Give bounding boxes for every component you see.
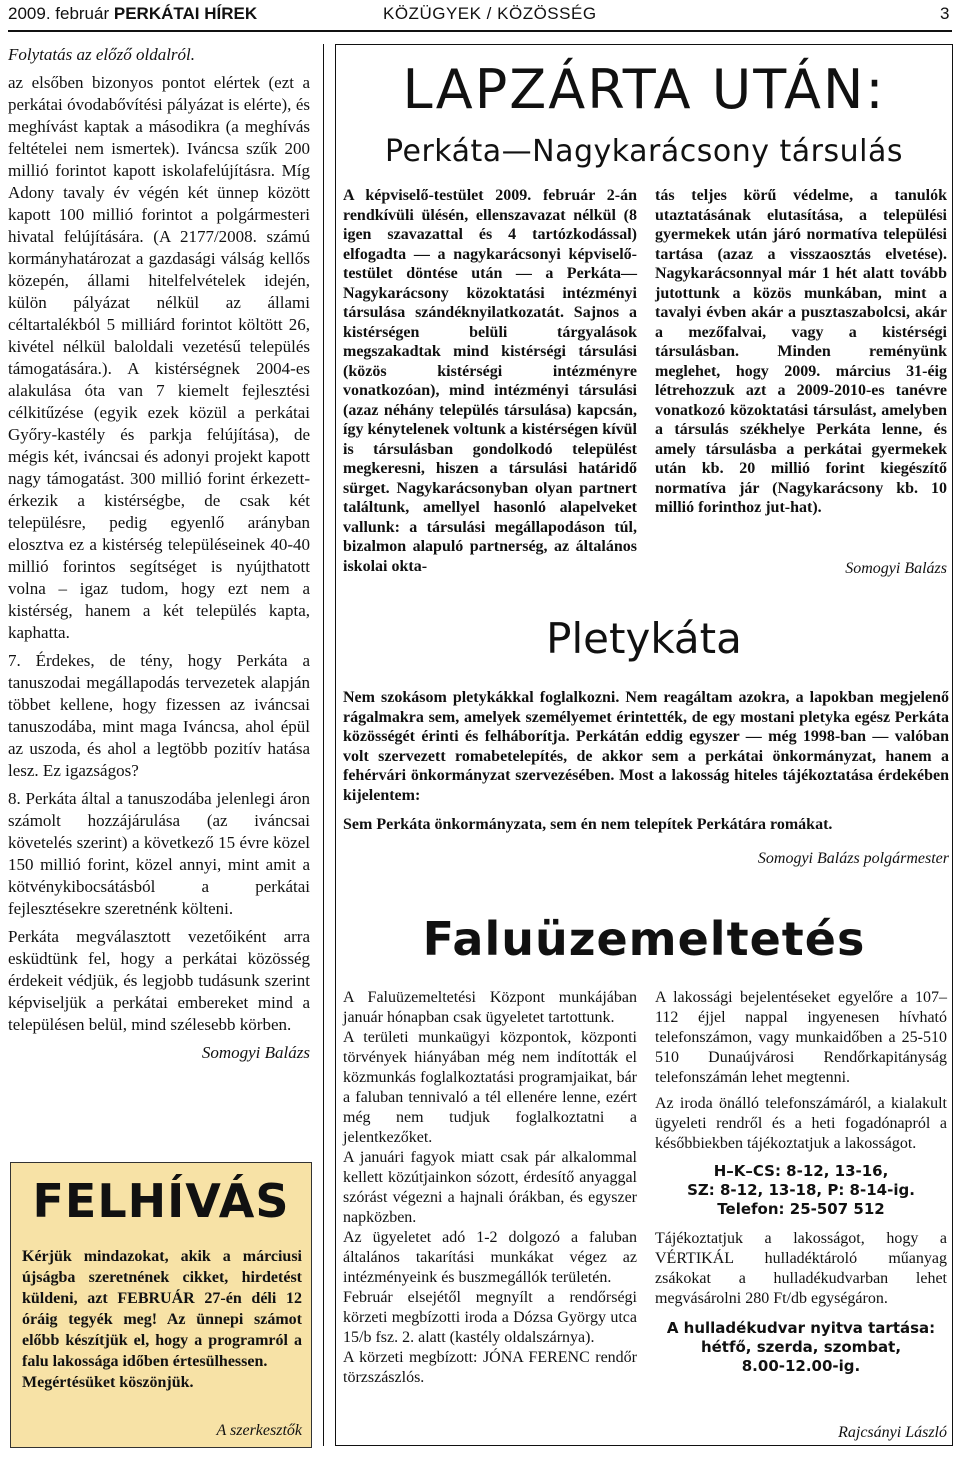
office-hours	[655, 1162, 947, 1219]
falu-paragraph: Február elsejétől megnyílt a rendőrségi körzeti megbízotti iroda a Dózsa György utca 15/b fsz. 2. alatt (kastély oldalszárnya).	[343, 1289, 637, 1346]
felhivas-signature: A szerkesztők	[216, 1422, 302, 1439]
lapzarta-subtitle: Perkáta—Nagykarácsony társulás	[384, 134, 903, 169]
falu-paragraph: Az ügyeletet adó 1-2 dolgozó a faluban általános takarítási munkákat végez az intézményeink és buszmegállók területén.	[343, 1229, 637, 1286]
column-divider	[323, 44, 324, 1446]
article-paragraph: Perkáta megválasztott vezetőiként arra esküdtünk fel, hogy a perkátai közösség érdekeit védjük, és legjobb tudásunk szerint képviseljük a perkátai embereket mind a településen belül, mind szélesebb körben.	[8, 927, 310, 1034]
header-date-publication	[8, 4, 257, 24]
office-hours-line: SZ: 8-12, 13-18, P: 8-14-ig.	[687, 1181, 915, 1199]
falu-paragraph: A Faluüzemeltetési Központ munkájában január hónapban csak ügyeletet tartottunk.	[343, 989, 637, 1026]
article-paragraph: 8. Perkáta által a tanuszodába jelenlegi áron számolt hozzájárulása (az iváncsai követelés szerint) a következő 15 évre közel 150 millió forint, közel annyi, mint amit a kötvénykibocsátásból a perkátai fejlesztésekre szeretnénk költeni.	[8, 789, 310, 918]
page-number: 3	[940, 4, 950, 23]
waste-yard-line: A hulladékudvar nyitva tartása:	[666, 1319, 936, 1337]
falu-paragraph: Az iroda önálló telefonszámáról, a kialakult ügyeleti rendről és a heti fogadónapról a későbbiekben tájékoztatjuk a lakosságot.	[655, 1095, 947, 1152]
lapzarta-title: LAPZÁRTA UTÁN:	[402, 58, 886, 121]
pletykata-text: Nem szokásom pletykákkal foglalkozni. Nem reagáltam azokra, a lapokban megjelenő rágalmakra sem, amelyek személyemet érintették, de egy mostani pletyka egész Perkáta közösségét érinti és felháborítja. Perkátán eddig egyszer — még 1998-ban — valóban volt szervezett romabetelepítés, de akkor sem a perkátai önkormányzat, hanem a fehérvári önkormányzat szervezésében. Most a lakosság hiteles tájékoztatása érdekében kijelentem:	[343, 689, 949, 804]
faluuzemeltetes-column-2	[655, 988, 947, 1376]
falu-paragraph: A januári fagyok miatt csak pár alkalommal kellett közútjainkon sózott, érdesítő anyaggal szórást végezni a hajnali órákban, és egyszer napközben.	[343, 1149, 637, 1226]
waste-yard-hours	[655, 1319, 947, 1376]
pletykata-signature: Somogyi Balázs polgármester	[757, 850, 949, 867]
faluuzemeltetes-column-1	[343, 988, 637, 1388]
faluuzemeltetes-title: Faluüzemeltetés	[422, 912, 866, 966]
header-date: 2009. február	[8, 4, 110, 23]
felhivas-thanks: Megértésüket köszönjük.	[22, 1374, 194, 1391]
pletykata-statement: Sem Perkáta önkormányzata, sem én nem telepítek Perkátára romákat.	[343, 816, 833, 833]
falu-paragraph: A körzeti megbízott: JÓNA FERENC rendőr törzszászlós.	[343, 1349, 637, 1386]
felhivas-title: FELHÍVÁS	[32, 1174, 290, 1228]
article-paragraph: 7. Érdekes, de tény, hogy Perkáta a tanuszodai megállapodás tervezetek alapján többet kellene, hogy fizessen az iváncsai tanuszodába, mint maga Iváncsa, ahol épül az uszoda, és ahol a legtöbb pozitív hatása lesz. Ez igazságos?	[8, 651, 310, 780]
left-column-article	[8, 44, 310, 1064]
office-phone: Telefon: 25-507 512	[717, 1200, 885, 1218]
lapzarta-signature: Somogyi Balázs	[845, 560, 947, 577]
header-rule	[8, 30, 952, 32]
falu-paragraph: A lakossági bejelentéseket egyelőre a 107–112 éjjel nappal ingyenesen hívható telefonszámon, vagy munkaidőben a 25-510 510 Dunaújvárosi Rendőrkapitányság telefonszámán lehet megtenni.	[655, 989, 947, 1086]
office-hours-line: H–K–CS: 8-12, 13-16,	[713, 1162, 889, 1180]
felhivas-body	[22, 1246, 302, 1393]
continued-note: Folytatás az előző oldalról.	[8, 45, 195, 64]
felhivas-text: Kérjük mindazokat, akik a márciusi újságba szeretnének cikket, hirdetést küldeni, azt FEBRUÁR 27-én déli 12 óráig tegyék meg! Az ünnepi számot előbb készítjük el, hogy a programról a falu lakossága időben értesülhessen.	[22, 1248, 302, 1370]
lapzarta-column-1: A képviselő-testület 2009. február 2-án rendkívüli ülésén, ellenszavazat nélkül (8 igen szavazattal és 4 tartózkodással) elfogadta — a nagykarácsonyi képviselő-testület döntése után — a Perkáta—Nagykarácsony közoktatási intézményi társulása szándéknyilatkozatát. Sajnos a kistérségen belüli tárgyalások megszakadtak mind kistérségi társulási (közös kistérségi intézményre vonatkozóan), mind intézményi társulási (azaz néhány település társulása) kapcsán, így kénytelenek voltunk a kistérségen kívül is társulásban gondolkodó települést megkeresni, hiszen a társulási határidő sürget. Nagykarácsonyban olyan partnert találtunk, amellyel hasonló alapelveket vallunk: a társulási megállapodáson túl, bizalmon alapuló partnerség, az általános iskolai okta-	[343, 187, 637, 575]
falu-paragraph: Tájékoztatjuk a lakosságot, hogy a VÉRTIKÁL hulladéktároló műanyag zsákokat a hulladékudvarban lehet megvásárolni 280 Ft/db egységáron.	[655, 1230, 947, 1307]
waste-yard-line: hétfő, szerda, szombat,	[700, 1338, 902, 1356]
falu-paragraph: A területi munkaügyi központok, központi törvények hiányában még nem indították el közmunkás foglalkoztatási programjaikat, bár a faluban tennivaló a tél ellenére lenne, ezért még nem tudjuk foglalkoztatni a jelentkezőket.	[343, 1029, 637, 1146]
lapzarta-column-2: tás teljes körű védelme, a tanulók utaztatásának elutasítása, a települési gyermekek után járó normatíva települési tartása (azaz a visszaosztás elvetése). Nagykarácsonnyal már 1 hét alatt tovább jutottunk a közös munkában, mint a tavalyi évben akár a pusztaszabolcsi, akár a mezőfalvai, vagy a kistérségi társulásban. Minden reményünk meglehet, hogy 2009. március 31-éig létrehozzuk azt a 2009-2010-es tanévre vonatkozó közoktatási társulást, amelyben a társulás székhelye Perkáta lenne, és amely társulásba a perkátai gyermekek után kb. 20 millió forint kiegészítő normatíva jár (Nagykarácsony kb. 10 millió forinthoz jut-hat).	[655, 187, 947, 516]
faluuzemeltetes-signature: Rajcsányi László	[838, 1424, 947, 1441]
pletykata-body	[343, 688, 949, 835]
article-paragraph: az elsőben bizonyos pontot elértek (ezt a perkátai óvodabővítési pályázat is elérte), és meghívást kaptak a másodikra (a meghívás feltételei nem ismertek). Iváncsa szűk 200 millió forintot kapott iskolafelújításra. Míg Adony tavaly év végén két ünnep között kapott 100 millió forintot a polgármesteri hivatal felújítására. (A 2177/2008. számú kormányhatározat a gazdasági válság kellős közepén, állami hitelfelvételek idején, külön pályázat nélkül az állami céltartalékból 5 milliárd forintot költött 26, kivétel nélkül baloldali vezetésű település támogatására.). A kistérségnek 2004-es alakulása óta van 7 kiemelt fejlesztési célkitűzése (egyik ezek közül a perkátai Győry-kastély és parkja felújítása), de mégis két, iváncsai és adonyi projekt kapott nagy támogatást. 300 millió forint érkezett-érkezik a kistérségbe, de csak két településre, pedig egyenlő arányban elosztva ez a kistérség településeinek 40-40 millió forintos segítséget is nyújthatott volna – igaz tudom, hogy ezt nem a kistérség, hanem a két település kapta, kaphatta.	[8, 73, 310, 642]
waste-yard-line: 8.00-12.00-ig.	[741, 1357, 861, 1375]
article-signature: Somogyi Balázs	[201, 1043, 310, 1062]
header-section: KÖZÜGYEK / KÖZÖSSÉG	[383, 4, 597, 23]
header-publication: PERKÁTAI HÍREK	[113, 4, 258, 23]
pletykata-title: Pletykáta	[546, 614, 742, 663]
